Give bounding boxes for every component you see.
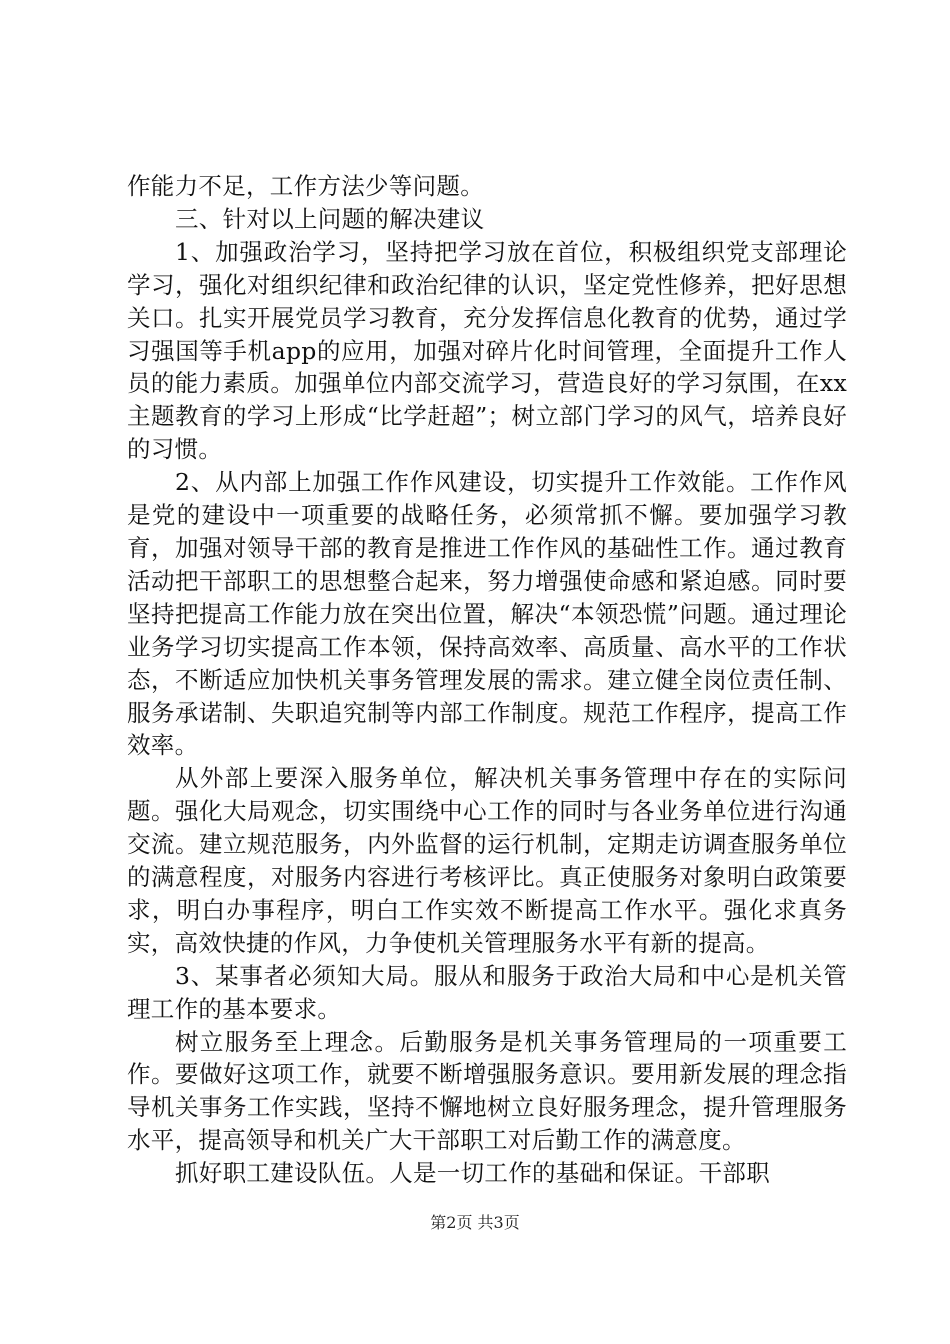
page-number: 第2页 共3页 xyxy=(430,1213,520,1232)
paragraph-item-1: 1、加强政治学习，坚持把学习放在首位，积极组织党支部理论学习，强化对组织纪律和政治纪律的认识，坚定党性修养，把好思想关口。扎实开展党员学习教育，充分发挥信息化教育的优势，通过学习强国等手机app的应用，加强对碎片化时间管理，全面提升工作人员的能力素质。加强单位内部交流学习，营造良好的学习氛围，在xx主题教育的学习上形成“比学赶超”；树立部门学习的风气，培养良好的习惯。 xyxy=(127,237,847,464)
page-footer xyxy=(0,1213,950,1233)
document-body xyxy=(127,170,847,1190)
section-heading: 三、针对以上问题的解决建议 xyxy=(175,204,485,233)
paragraph-external: 从外部上要深入服务单位，解决机关事务管理中存在的实际问题。强化大局观念，切实围绕中心工作的同时与各业务单位进行沟通交流。建立规范服务，内外监督的运行机制，定期走访调查服务单位的满意程度，对服务内容进行考核评比。真正使服务对象明白政策要求，明白办事程序，明白工作实效不断提高工作水平。强化求真务实，高效快捷的作风，力争使机关管理服务水平有新的提高。 xyxy=(127,764,847,957)
paragraph-item-2: 2、从内部上加强工作作风建设，切实提升工作效能。工作作风是党的建设中一项重要的战略任务，必须常抓不懈。要加强学习教育，加强对领导干部的教育是推进工作作风的基础性工作。通过教育活动把干部职工的思想整合起来，努力增强使命感和紧迫感。同时要坚持把提高工作能力放在突出位置，解决“本领恐慌”问题。通过理论业务学习切实提高工作本领，保持高效率、高质量、高水平的工作状态，不断适应加快机关事务管理发展的需求。建立健全岗位责任制、服务承诺制、失职追究制等内部工作制度。规范工作程序，提高工作效率。 xyxy=(127,468,847,760)
paragraph-service-concept: 树立服务至上理念。后勤服务是机关事务管理局的一项重要工作。要做好这项工作，就要不断增强服务意识。要用新发展的理念指导机关事务工作实践，坚持不懈地树立良好服务理念，提升管理服务水平，提高领导和机关广大干部职工对后勤工作的满意度。 xyxy=(127,1027,847,1155)
paragraph-team-building: 抓好职工建设队伍。人是一切工作的基础和保证。干部职 xyxy=(175,1159,770,1188)
paragraph-item-3: 3、某事者必须知大局。服从和服务于政治大局和中心是机关管理工作的基本要求。 xyxy=(127,961,847,1023)
paragraph-continuation: 作能力不足，工作方法少等问题。 xyxy=(127,172,484,200)
